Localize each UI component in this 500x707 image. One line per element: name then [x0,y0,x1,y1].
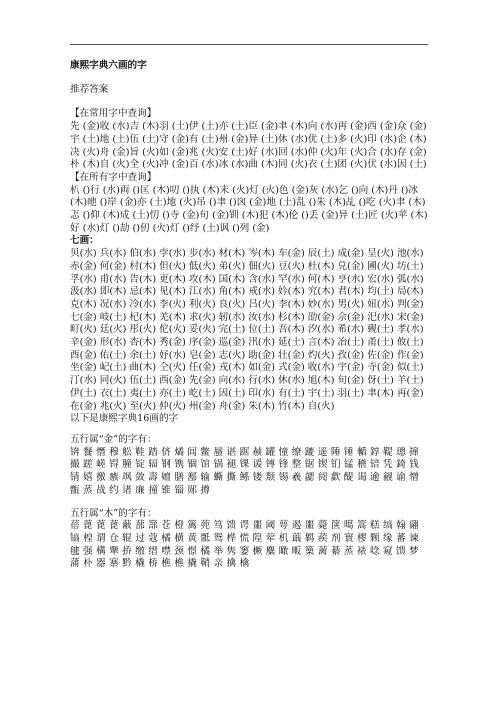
common-chars-list: 先 (金)收 (水)吉 (木)羽 (土)伊 (土)亦 (土)臣 (金)聿 (木)向 (水)再 (金)西 (金)众 (金)宇 (土)地 (土)伍 (土)守 (金)有 (土)州 (金)异 (土)休 (水)优 (土)多 (火)印 (水)企 (木)决 (火)舟 (金)旨 (火)如 (金)兆 (火)安 (土)好 (水)回 (水)仲 (火)年 (火)合 (水)存 (金)朴 (木)自 (火)全 (火)冲 (金)百 (水)冰 (水)曲 (木)同 (火)衣 (土)团 (火)伏 (水)因 (土) [70,121,427,171]
wood-element-chars: 蓓 蓖 蓖 蓖 蔽 蔀 篰 苍 橙 篱 蔸 笃 馈 谔 噩 阈 萼 遏 噩 薨 箧 噶 篙 糕 缟 翰 翮 镐 楻 谓 仓 辊 过 蔻 橘 横 黄 骶 鸳 桦 慌 隍 荤 机 蕺 羁 蒺 剂 寰 樛 颗 缘 蕃 谏 毽 强 構 犟 挢 缴 缙 噤 颈 憬 橘 举 隽 窭 橛 麋 瞰 畈 篥 蓠 綦 蒸 裱 唸 窥 馈 梦 蒲 朴 器 寨 黔 橇 桥 樵 樵 撬 鞘 亲 擒 檎 [70,520,419,570]
top-divider [70,44,428,45]
all-chars-list: 朳 ()行 (水)両 ()匡 (木)叨 ()执 (木)末 (火)灯 (火)色 (金)灰 (水)乞 ()向 (木)丹 ()冰 (木)吔 ()岸 (金)亦 (土)地 (火)吊 ()聿 ()囟 (金)地 (土)乱 ()朱 (木)乩 ()吃 (火)聿 (木)忑 ()仰 (木)成 (土)忉 ()寺 (金)旬 (金)钏 (木)犯 (木)伦 ()丢 (金)异 (土)匠 (火)苹 (木)好 (水)灯 ()劼 ()仞 (火)灯 ()纾 (土)讽 ()列 (金) [70,184,428,234]
gold-element-chars: 锛 餐 憯 穆 舩 鞋 踏 侪 燏 闾 鳖 蜃 谌 踞 赪 罐 憧 缭 蹗 遥 陲 锤 輴 錞 鞮 璁 撺 撮 蹉 嵯 锝 膧 锭 辐 钢 镌 锢 馆 锅 褪 锞 谖 镈 锋 整 锯 锲 钔 锰 稽 锫 凭 錡 钱 锖 嬉 撽 瘯 飒 敛 壽 嬗 膳 鄯 输 蟖 撕 鲧 镂 颓 锡 羲 勰 阅 歔 醍 谒 逾 觎 谕 憎 甑 蒸 战 约 诸 廉 撞 锥 锱 郧 撙 [70,446,419,496]
sixteen-strokes-intro: 以下是康熙字典16画的字 [70,413,179,425]
seven-strokes-list: 贝(水) 兵(水) 伯(水) 孛(水) 步(水) 材(木) 岑(木) 车(金) 辰(土) 成(金) 呈(火) 池(水) 赤(金) 何(金) 村(木) 但(火) 低(火) 弟(火) 佃(火) 豆(火) 杜(木) 兑(金) 圃(火) 坊(土) 孚(水) 甫(水) 告(木) 更(木) 攻(木) 国(木) 含(水) 罕(水) 何(木) 亨(水) 宏(水) 弧(水) 汲(水) 即(木) 忌(木) 见(木) 江(水) 角(木) 戒(水) 妗(木) 究(木) 君(木) 均(土) 局(木) 克(木) 况(水) 冷(水) 李(火) 利(火) 良(火) 吕(火) 李(木) 妙(水) 男(火) 妞(水) 判(金) 七(金) 岐(土) 杞(木) 羌(木) 求(火) 轫(水) 汝(水) 杉(木) 劭(金) 佘(金) 汜(水) 宋(金) 町(火) 廷(火) 彤(火) 佗(火) 妥(火) 完(土) 位(土) 吾(木) 汐(水) 希(水) 觋(土) 孝(水) 辛(金) 形(水) 杏(木) 秀(金) 序(金) 巡(金) 汛(水) 延(土) 言(木) 冶(土) 甬(土) 攸(土) 酉(金) 佑(土) 余(土) 妤(水) 皂(金) 志(火) 助(金) 壮(金) 灼(火) 孜(金) 佐(金) 作(金) 坐(金) 屺(土) 曲(木) 仝(火) 任(金) 戎(木) 如(金) 式(金) 收(水) 宇(金) 寺(金) 似(土) 汀(水) 同(火) 伍(土) 西(金) 先(金) 向(水) 行(水) 休(水) 旭(木) 旬(金) 伢(土) 羊(土) 伊(土) 衣(土) 夷(土) 亦(土) 屹(土) 因(土) 印(水) 有(土) 宇(土) 羽(土) 聿(木) 再(金) 在(金) 兆(火) 至(火) 仲(火) 州(金) 舟(金) 朱(木) 竹(木) 自(火) [70,248,424,412]
wood-element-heading: 五行属“木”的字有： [70,507,157,519]
all-chars-heading: 【在所有字中查询】 [70,171,157,183]
seven-strokes-heading: 七画： [70,235,99,247]
document-title: 康熙字典六画的字 [70,60,147,71]
recommended-answer-label: 推荐答案 [70,83,109,95]
document-body [70,60,430,571]
gold-element-heading: 五行属“金”的字有： [70,433,157,445]
common-chars-heading: 【在常用字中查询】 [70,108,157,120]
